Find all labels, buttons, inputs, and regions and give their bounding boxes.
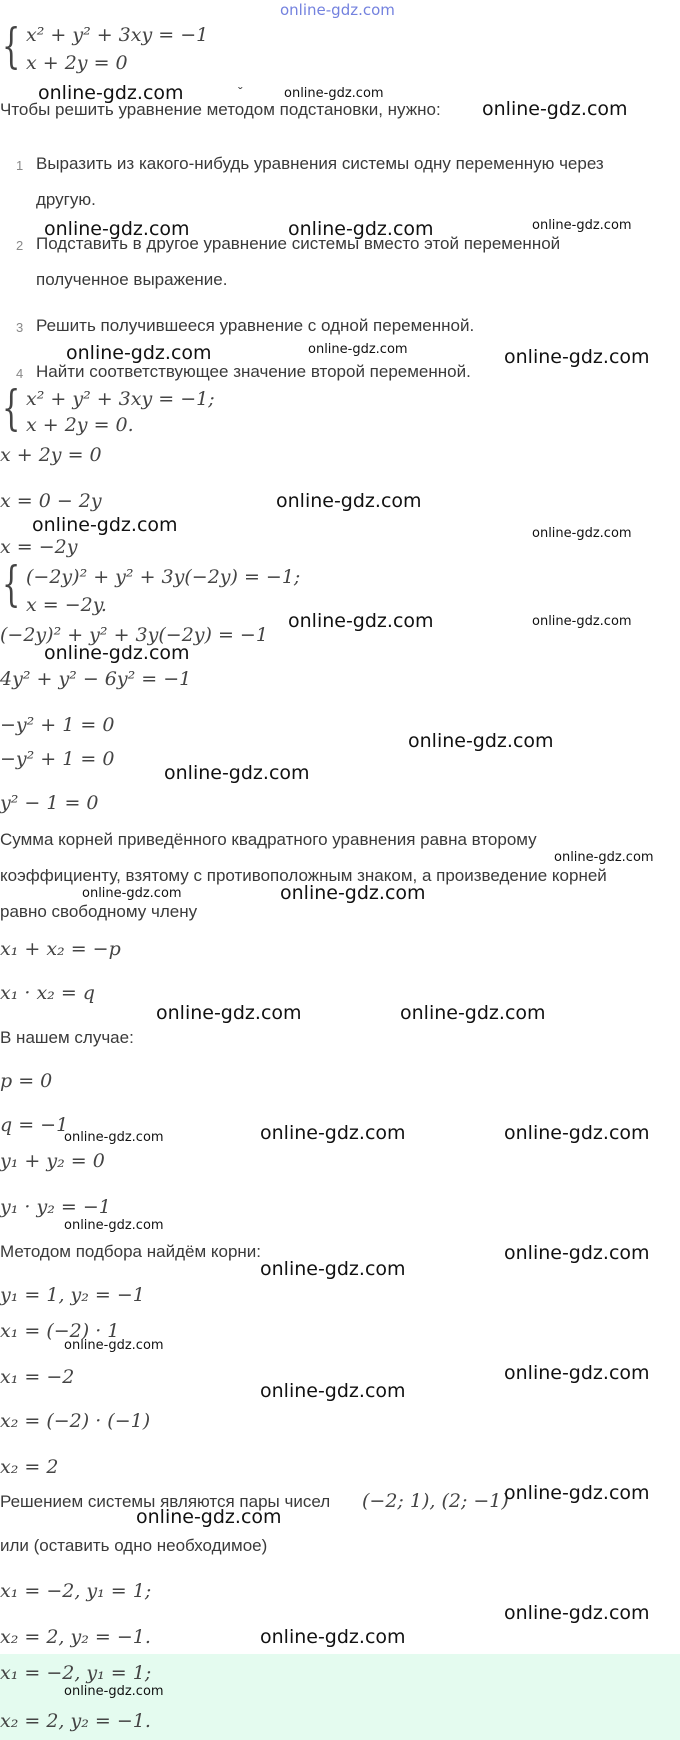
math-line: x₁ = −2, y₁ = 1; [0,1580,152,1602]
math-line: y² − 1 = 0 [0,792,99,814]
selection-text: Методом подбора найдём корни: [0,1242,262,1261]
math-line: y₁ + y₂ = 0 [0,1150,105,1172]
math-line: x₁ · x₂ = q [0,982,95,1004]
system-brace: { [2,18,21,74]
watermark[interactable]: online-gdz.com [280,882,426,904]
watermark[interactable]: online-gdz.com [64,1684,164,1699]
math-line: x = 0 − 2y [0,490,102,512]
watermark[interactable]: online-gdz.com [400,1002,546,1024]
math-line: p = 0 [0,1070,53,1092]
answer-line: x₁ = −2, y₁ = 1; [0,1662,152,1684]
math-line: 4y² + y² − 6y² = −1 [0,668,192,690]
math-line: x₂ = 2 [0,1456,59,1478]
math-line: x₂ = 2, y₂ = −1. [0,1626,151,1648]
watermark[interactable]: online-gdz.com [66,342,212,364]
watermark[interactable]: online-gdz.com [136,1506,282,1528]
system1-eq1: x² + y² + 3xy = −1 [26,24,209,46]
watermark[interactable]: online-gdz.com [260,1626,406,1648]
watermark[interactable]: online-gdz.com [482,98,628,120]
intro-text: Чтобы решить уравнение методом подстановки, нужно: [0,100,441,119]
step-number: 1 [16,158,24,173]
watermark[interactable]: online-gdz.com [532,526,632,541]
system3-eq2: x = −2y. [26,594,107,616]
watermark[interactable]: online-gdz.com [276,490,422,512]
vieta-text: Сумма корней приведённого квадратного уравнения равна второму [0,830,537,849]
watermark[interactable]: online-gdz.com [504,1602,650,1624]
step-text: другую. [36,190,96,209]
math-line: x + 2y = 0 [0,444,102,466]
watermark[interactable]: online-gdz.com [64,1130,164,1145]
system3-eq1: (−2y)² + y² + 3y(−2y) = −1; [26,566,301,588]
math-line: y₁ · y₂ = −1 [0,1196,111,1218]
system-brace: { [2,556,21,612]
step-text: Решить получившееся уравнение с одной переменной. [36,316,475,335]
caret-mark: ˇ [238,84,243,100]
watermark[interactable]: online-gdz.com [288,218,434,240]
vieta-text: коэффициенту, взятому с противоположным знаком, а произведение корней [0,866,607,885]
watermark[interactable]: online-gdz.com [408,730,554,752]
step-text: Выразить из какого-нибудь уравнения системы одну переменную через [36,154,604,173]
watermark[interactable]: online-gdz.com [32,514,178,536]
watermark-top[interactable]: online-gdz.com [280,1,395,19]
math-line: −y² + 1 = 0 [0,714,115,736]
step-number: 4 [16,366,24,381]
our-case-text: В нашем случае: [0,1028,134,1047]
watermark[interactable]: online-gdz.com [38,82,184,104]
solution-text: Решением системы являются пары чисел [0,1492,331,1511]
watermark[interactable]: online-gdz.com [44,218,190,240]
watermark[interactable]: online-gdz.com [44,642,190,664]
watermark[interactable]: online-gdz.com [554,850,654,865]
math-line: x = −2y [0,536,78,558]
math-line: q = −1 [0,1114,69,1136]
math-line: y₁ = 1, y₂ = −1 [0,1284,145,1306]
solution-pairs: (−2; 1), (2; −1) [362,1490,509,1512]
watermark[interactable]: online-gdz.com [504,1482,650,1504]
system2-eq1: x² + y² + 3xy = −1; [26,388,215,410]
step-number: 3 [16,320,24,335]
watermark[interactable]: online-gdz.com [156,1002,302,1024]
watermark[interactable]: online-gdz.com [260,1258,406,1280]
watermark[interactable]: online-gdz.com [504,1122,650,1144]
math-line: x₁ + x₂ = −p [0,938,121,960]
vieta-text: равно свободному члену [0,902,198,921]
watermark[interactable]: online-gdz.com [504,1362,650,1384]
watermark[interactable]: online-gdz.com [504,346,650,368]
watermark[interactable]: online-gdz.com [82,886,182,901]
watermark[interactable]: online-gdz.com [260,1122,406,1144]
watermark[interactable]: online-gdz.com [532,614,632,629]
watermark[interactable]: online-gdz.com [164,762,310,784]
watermark[interactable]: online-gdz.com [284,86,384,101]
watermark[interactable]: online-gdz.com [532,218,632,233]
math-line: −y² + 1 = 0 [0,748,115,770]
math-line: x₂ = (−2) · (−1) [0,1410,151,1432]
system2-eq2: x + 2y = 0. [26,414,134,436]
watermark[interactable]: online-gdz.com [504,1242,650,1264]
watermark[interactable]: online-gdz.com [288,610,434,632]
watermark[interactable]: online-gdz.com [64,1338,164,1353]
step-number: 2 [16,238,24,253]
or-text: или (оставить одно необходимое) [0,1536,268,1555]
watermark[interactable]: online-gdz.com [260,1380,406,1402]
step-text: Найти соответствующее значение второй переменной. [36,362,471,381]
step-text: полученное выражение. [36,270,228,289]
math-line: (−2y)² + y² + 3y(−2y) = −1 [0,624,268,646]
watermark[interactable]: online-gdz.com [64,1218,164,1233]
math-line: x₁ = −2 [0,1366,75,1388]
step-text: Подставить в другое уравнение системы вместо этой переменной [36,234,561,253]
system-brace: { [2,380,21,436]
watermark[interactable]: online-gdz.com [308,342,408,357]
math-line: x₁ = (−2) · 1 [0,1320,120,1342]
answer-line: x₂ = 2, y₂ = −1. [0,1710,151,1732]
system1-eq2: x + 2y = 0 [26,52,128,74]
